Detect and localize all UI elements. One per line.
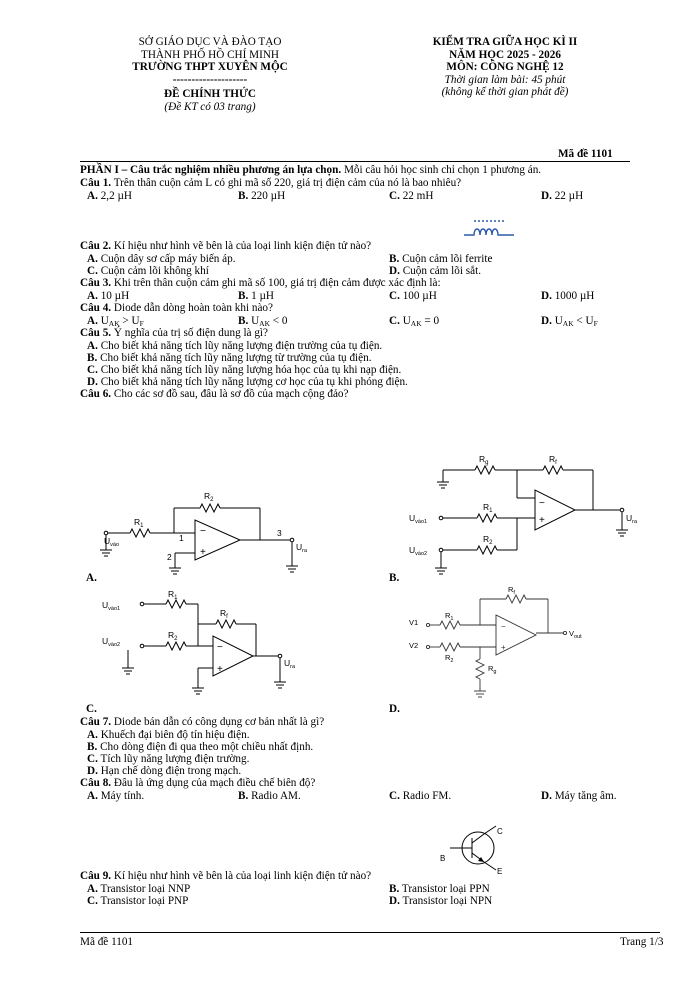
option-text: < 0 <box>270 315 288 327</box>
part-1-title: PHẦN I – Câu trắc nghiệm nhiều phương án lựa chọn. <box>80 164 342 176</box>
question-3 <box>80 277 441 289</box>
question-text: Kí hiệu như hình vẽ bên là của loại linh kiện điện tử nào? <box>111 870 372 882</box>
question-number: Câu 1. <box>80 177 112 189</box>
subject: MÔN: CÔNG NGHỆ 12 <box>446 61 564 73</box>
question-8 <box>80 777 315 789</box>
minus-sign: − <box>501 622 506 631</box>
exam-title: KIỂM TRA GIỮA HỌC KÌ II <box>432 36 578 48</box>
school-year: NĂM HỌC 2025 - 2026 <box>449 48 561 61</box>
q2-option-c[interactable] <box>87 265 209 277</box>
question-number: Câu 4. <box>80 302 112 314</box>
plus-sign: + <box>217 664 223 675</box>
v1-label: V1 <box>409 618 419 627</box>
q6-option-a-label[interactable]: A. <box>86 572 97 584</box>
header-department: SỞ GIÁO DỤC VÀ ĐÀO TẠO <box>138 36 282 48</box>
q8-option-d[interactable] <box>541 790 617 802</box>
inductor-ferrite-symbol <box>462 218 516 240</box>
r1-label: $R_1$ <box>134 517 144 529</box>
question-text: Diode dẫn dòng hoàn toàn khi nào? <box>111 302 273 314</box>
q4-option-d[interactable] <box>541 315 598 330</box>
subscript: F <box>139 319 144 328</box>
question-number: Câu 9. <box>80 870 112 882</box>
question-number: Câu 6. <box>80 388 112 400</box>
question-7 <box>80 716 324 728</box>
emitter-label: E <box>497 867 503 876</box>
pin-1-label: 1 <box>179 533 184 543</box>
option-text: Máy tính. <box>100 790 145 802</box>
option-text: Máy tăng âm. <box>554 790 617 802</box>
option-label: C. <box>87 364 98 376</box>
uvao1-label: $U_{vào1}$ <box>409 513 428 525</box>
question-text: Khi trên thân cuộn cảm ghi mã số 100, giá trị điện cảm được xác định là: <box>111 277 441 289</box>
q5-option-b[interactable] <box>87 352 372 364</box>
option-text: Cuộn dây sơ cấp máy biến áp. <box>100 253 236 265</box>
uvao1-label: $U_{vào1}$ <box>102 600 121 612</box>
option-label: A. <box>87 790 98 802</box>
uvao2-label: $U_{vào2}$ <box>102 636 121 648</box>
question-5 <box>80 327 268 339</box>
option-text: Cho biết khả năng tích lũy năng lượng cơ học của tụ khi phóng điện. <box>100 376 408 388</box>
q3-option-a[interactable] <box>87 290 129 302</box>
minus-sign: − <box>217 642 223 653</box>
option-text: 22 µH <box>554 190 584 202</box>
option-text: > U <box>119 315 140 327</box>
option-text: < U <box>573 315 594 327</box>
option-label: B. <box>87 741 98 753</box>
header-pages: (Đề KT có 03 trang) <box>164 100 256 113</box>
pin-2-label: 2 <box>167 552 172 562</box>
option-label: A. <box>87 729 98 741</box>
q2-option-d[interactable] <box>389 265 481 277</box>
q9-option-b[interactable] <box>389 883 490 895</box>
rg-label: $R_g$ <box>488 664 497 675</box>
option-text: Transistor loại NPN <box>402 895 493 907</box>
option-label: B. <box>389 883 400 895</box>
part-1-heading <box>80 164 541 176</box>
question-1 <box>80 177 461 189</box>
uvao2-label: $U_{vào2}$ <box>409 545 428 557</box>
rf-label: $R_f$ <box>508 585 515 596</box>
q7-option-b[interactable] <box>87 741 313 753</box>
header-rule <box>80 161 630 162</box>
part-1-note: Mỗi câu hỏi học sinh chỉ chọn 1 phương án. <box>341 164 542 176</box>
duration: Thời gian làm bài: 45 phút <box>444 73 566 86</box>
option-text: = 0 <box>421 315 440 327</box>
ura-label: $U_{ra}$ <box>284 658 296 670</box>
option-label: B. <box>87 352 98 364</box>
option-label: A. <box>87 253 98 265</box>
q8-option-b[interactable] <box>238 790 301 802</box>
question-number: Câu 7. <box>80 716 112 728</box>
option-text: Cuộn cảm lõi không khí <box>100 265 209 277</box>
option-text: U <box>554 315 563 327</box>
option-label: A. <box>87 340 98 352</box>
option-label: D. <box>87 765 98 777</box>
subscript: AK <box>108 319 120 328</box>
option-label: B. <box>238 290 249 302</box>
q6-option-d-label[interactable]: D. <box>389 703 400 715</box>
uvao-label: $U_{vào}$ <box>104 536 120 548</box>
q8-option-a[interactable] <box>87 790 144 802</box>
collector-label: C <box>497 827 503 836</box>
q3-option-c[interactable] <box>389 290 437 302</box>
q7-option-c[interactable] <box>87 753 249 765</box>
subscript: F <box>593 319 598 328</box>
duration-note: (không kể thời gian phát đề) <box>441 86 569 98</box>
question-6 <box>80 388 348 400</box>
option-text: Transistor loại PNP <box>100 895 189 907</box>
q8-option-c[interactable] <box>389 790 451 802</box>
option-label: C. <box>389 290 400 302</box>
q7-option-a[interactable] <box>87 729 250 741</box>
header-divider: -------------------- <box>172 73 248 86</box>
pin-3-label: 3 <box>277 528 282 538</box>
question-2 <box>80 240 371 252</box>
q1-option-a[interactable] <box>87 190 132 202</box>
minus-sign: − <box>539 498 545 509</box>
option-label: C. <box>389 790 400 802</box>
option-text: 10 µH <box>100 290 130 302</box>
rg-label: $R_g$ <box>479 454 489 466</box>
option-text: Tích lũy năng lượng điện trường. <box>100 753 250 765</box>
option-text: Cuộn cảm lõi ferrite <box>402 253 493 265</box>
r1-label: $R_1$ <box>168 589 178 601</box>
rf-label: $R_f$ <box>220 608 228 620</box>
question-number: Câu 5. <box>80 327 112 339</box>
subscript: AK <box>410 319 422 328</box>
r1-label: $R_1$ <box>445 611 454 622</box>
option-label: D. <box>87 376 98 388</box>
q3-option-b[interactable] <box>238 290 274 302</box>
q1-option-d[interactable] <box>541 190 583 202</box>
q6-option-c-label[interactable]: C. <box>86 703 97 715</box>
base-label: B <box>440 854 446 863</box>
subscript: AK <box>562 319 574 328</box>
option-label: D. <box>541 790 552 802</box>
option-text: Radio FM. <box>402 790 452 802</box>
question-text: Diode bán dẫn có công dụng cơ bản nhất là gì? <box>111 716 325 728</box>
r2-label: $R_2$ <box>483 534 493 546</box>
option-text: Cho biết khả năng tích lũy năng lượng điện trường của tụ điện. <box>100 340 383 352</box>
q1-option-b[interactable] <box>238 190 285 202</box>
option-text: 1 µH <box>251 290 274 302</box>
option-text: 1000 µH <box>554 290 595 302</box>
question-text: Cho các sơ đồ sau, đâu là sơ đồ của mạch cộng đảo? <box>111 388 349 400</box>
option-label: B. <box>238 790 249 802</box>
ura-label: $U_{ra}$ <box>296 542 308 554</box>
option-label: D. <box>389 895 400 907</box>
header-city: THÀNH PHỐ HỒ CHÍ MINH <box>141 48 279 61</box>
q5-option-c[interactable] <box>87 364 401 376</box>
circuit-d-differential-amplifier <box>408 583 598 703</box>
question-number: Câu 3. <box>80 277 112 289</box>
option-text: 220 µH <box>251 190 286 202</box>
option-label: D. <box>389 265 400 277</box>
q2-option-b[interactable] <box>389 253 492 265</box>
option-label: C. <box>87 753 98 765</box>
exam-code: Mã đề 1101 <box>558 148 613 160</box>
question-text: Đâu là ứng dụng của mạch điều chế biên độ? <box>111 777 316 789</box>
subscript: AK <box>259 319 270 328</box>
option-label: C. <box>389 190 400 202</box>
option-text: U <box>251 315 260 327</box>
q3-option-d[interactable] <box>541 290 594 302</box>
q4-option-c[interactable] <box>389 315 439 330</box>
option-label: B. <box>389 253 400 265</box>
header-right <box>395 36 615 99</box>
option-label: D. <box>541 315 552 327</box>
q9-option-a[interactable] <box>87 883 190 895</box>
option-label: A. <box>87 883 98 895</box>
option-text: U <box>402 315 411 327</box>
question-text: Kí hiệu như hình vẽ bên là của loại linh kiện điện tử nào? <box>111 240 372 252</box>
question-text: Trên thân cuộn cảm L có ghi mã số 220, giá trị điện cảm của nó là bao nhiêu? <box>111 177 462 189</box>
transistor-symbol <box>440 822 520 874</box>
q5-option-a[interactable] <box>87 340 382 352</box>
option-label: B. <box>238 190 249 202</box>
question-text: Ý nghĩa của trị số điện dung là gì? <box>111 327 268 339</box>
option-label: D. <box>541 290 552 302</box>
question-9 <box>80 870 371 882</box>
plus-sign: + <box>501 643 506 652</box>
option-text: 2,2 µH <box>100 190 132 202</box>
option-label: A. <box>87 190 98 202</box>
minus-sign: − <box>200 526 206 537</box>
option-label: B. <box>238 315 249 327</box>
option-text: Cuộn cảm lõi sắt. <box>402 265 481 277</box>
option-label: D. <box>541 190 552 202</box>
ura-label: $U_{ra}$ <box>626 513 638 525</box>
q9-option-c[interactable] <box>87 895 188 907</box>
r1-label: $R_1$ <box>483 502 493 514</box>
option-text: Khuếch đại biên độ tín hiệu điện. <box>100 729 250 741</box>
header-school: TRƯỜNG THPT XUYÊN MỘC <box>132 61 288 73</box>
header-official: ĐỀ CHÍNH THỨC <box>164 88 256 100</box>
option-text: Transistor loại PPN <box>401 883 490 895</box>
option-text: Cho biết khả năng tích lũy năng lượng hóa học của tụ khi nạp điện. <box>100 364 402 376</box>
r2-label: $R_2$ <box>445 653 454 664</box>
option-text: Radio AM. <box>251 790 301 802</box>
option-label: C. <box>389 315 400 327</box>
question-number: Câu 8. <box>80 777 112 789</box>
rf-label: $R_f$ <box>549 454 557 466</box>
option-label: C. <box>87 895 98 907</box>
option-text: Hạn chế dòng điện trong mạch. <box>100 765 242 777</box>
q1-option-c[interactable] <box>389 190 433 202</box>
option-text: U <box>100 315 109 327</box>
plus-sign: + <box>539 515 545 526</box>
circuit-a-inverting-amplifier <box>90 488 320 578</box>
r2-label: $R_2$ <box>168 630 178 642</box>
option-label: A. <box>87 290 98 302</box>
r2-label: $R_2$ <box>204 491 214 503</box>
plus-sign: + <box>200 547 206 558</box>
footer-exam-code: Mã đề 1101 <box>80 936 134 948</box>
option-label: C. <box>87 265 98 277</box>
v2-label: V2 <box>409 641 419 650</box>
circuit-c-summing-amplifier <box>98 588 298 700</box>
question-number: Câu 2. <box>80 240 112 252</box>
header-left <box>95 36 325 113</box>
option-text: 100 µH <box>402 290 437 302</box>
page-number: Trang 1/3 <box>620 936 664 948</box>
option-text: Cho biết khả năng tích lũy năng lượng từ trường của tụ điện. <box>100 352 372 364</box>
q2-option-a[interactable] <box>87 253 236 265</box>
q9-option-d[interactable] <box>389 895 492 907</box>
q7-option-d[interactable] <box>87 765 241 777</box>
question-4 <box>80 302 273 314</box>
option-text: Cho dòng điện đi qua theo một chiều nhất định. <box>100 741 314 753</box>
option-label: A. <box>87 315 98 327</box>
footer-rule <box>80 932 660 933</box>
q5-option-d[interactable] <box>87 376 408 388</box>
vout-label: $V_{out}$ <box>569 629 582 640</box>
option-text: Transistor loại NNP <box>100 883 191 895</box>
option-text: 22 mH <box>402 190 434 202</box>
q6-option-b-label[interactable]: B. <box>389 572 400 584</box>
circuit-b-noninverting-summing <box>405 448 638 580</box>
